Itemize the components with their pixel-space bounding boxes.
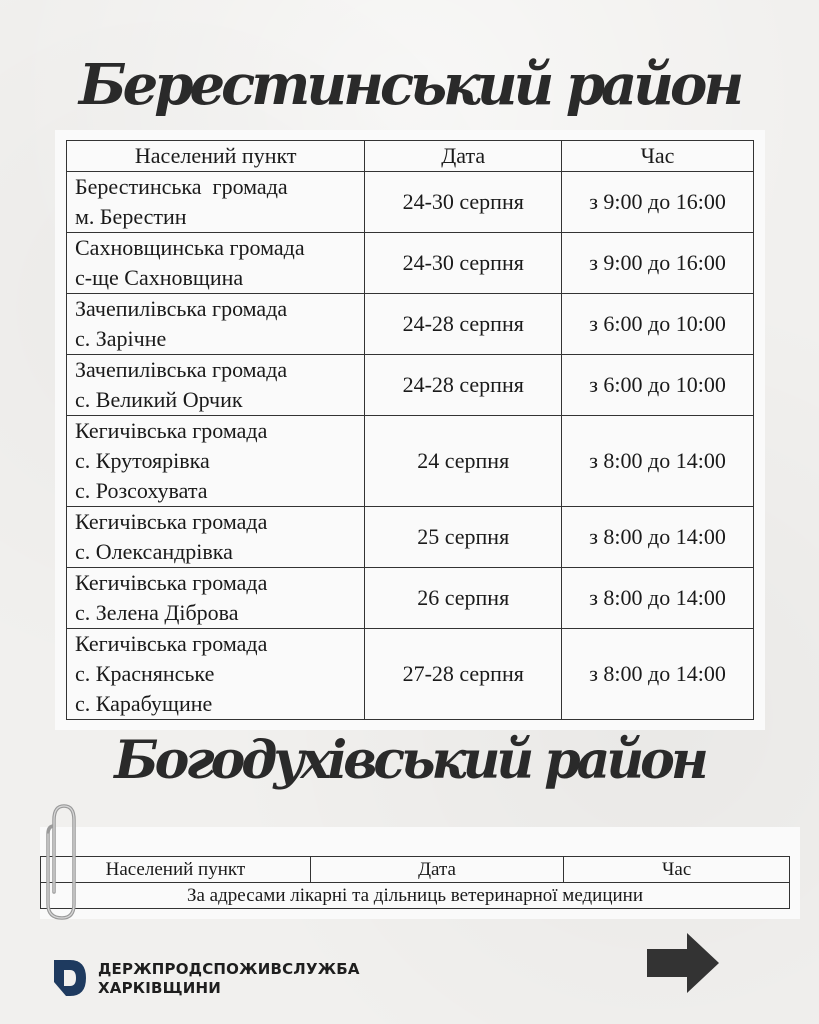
table-row (67, 568, 754, 629)
row-location: Кегичівська громада с. Зелена Діброва (67, 568, 365, 629)
table-row (67, 629, 754, 720)
org-name-line1: ДЕРЖПРОДСПОЖИВСЛУЖБА (98, 960, 360, 978)
row-time: з 9:00 до 16:00 (562, 172, 754, 233)
table-row (67, 294, 754, 355)
header-date: Дата (310, 857, 564, 883)
row-location: Берестинська громада м. Берестин (67, 172, 365, 233)
row-date: 24-28 серпня (365, 355, 562, 416)
address-note: За адресами лікарні та дільниць ветеринарної медицини (41, 883, 790, 909)
row-time: з 8:00 до 14:00 (562, 416, 754, 507)
row-location: Кегичівська громада с. Крутоярівка с. Розсохувата (67, 416, 365, 507)
row-location: Сахновщинська громада с-ще Сахновщина (67, 233, 365, 294)
section1-title: Берестинський район (78, 52, 741, 118)
row-location: Кегичівська громада с. Олександрівка (67, 507, 365, 568)
header-date: Дата (365, 141, 562, 172)
table-header-row (67, 141, 754, 172)
table-row (67, 355, 754, 416)
row-date: 26 серпня (365, 568, 562, 629)
row-time: з 9:00 до 16:00 (562, 233, 754, 294)
section2-title: Богодухівський район (114, 730, 705, 791)
schedule-table-2 (40, 856, 790, 909)
row-time: з 8:00 до 14:00 (562, 507, 754, 568)
header-location: Населений пункт (41, 857, 311, 883)
table-row (67, 172, 754, 233)
paperclip-icon (40, 800, 84, 922)
org-name (98, 960, 360, 998)
table2-header-row (41, 857, 790, 883)
arrow-right-icon[interactable] (647, 933, 719, 993)
row-time: з 8:00 до 14:00 (562, 629, 754, 720)
row-date: 24-30 серпня (365, 233, 562, 294)
org-name-line2: ХАРКІВЩИНИ (98, 979, 221, 997)
schedule-table (66, 140, 754, 720)
table-row (67, 233, 754, 294)
table-row (67, 416, 754, 507)
header-time: Час (562, 141, 754, 172)
row-location: Зачепилівська громада с. Зарічне (67, 294, 365, 355)
row-date: 24 серпня (365, 416, 562, 507)
row-time: з 6:00 до 10:00 (562, 294, 754, 355)
row-date: 24-28 серпня (365, 294, 562, 355)
row-time: з 6:00 до 10:00 (562, 355, 754, 416)
table-row (41, 883, 790, 909)
table-row (67, 507, 754, 568)
row-time: з 8:00 до 14:00 (562, 568, 754, 629)
row-date: 24-30 серпня (365, 172, 562, 233)
d-logo-icon (52, 958, 88, 998)
header-time: Час (564, 857, 790, 883)
row-location: Кегичівська громада с. Краснянське с. Карабущине (67, 629, 365, 720)
row-date: 27-28 серпня (365, 629, 562, 720)
header-location: Населений пункт (67, 141, 365, 172)
row-date: 25 серпня (365, 507, 562, 568)
row-location: Зачепилівська громада с. Великий Орчик (67, 355, 365, 416)
